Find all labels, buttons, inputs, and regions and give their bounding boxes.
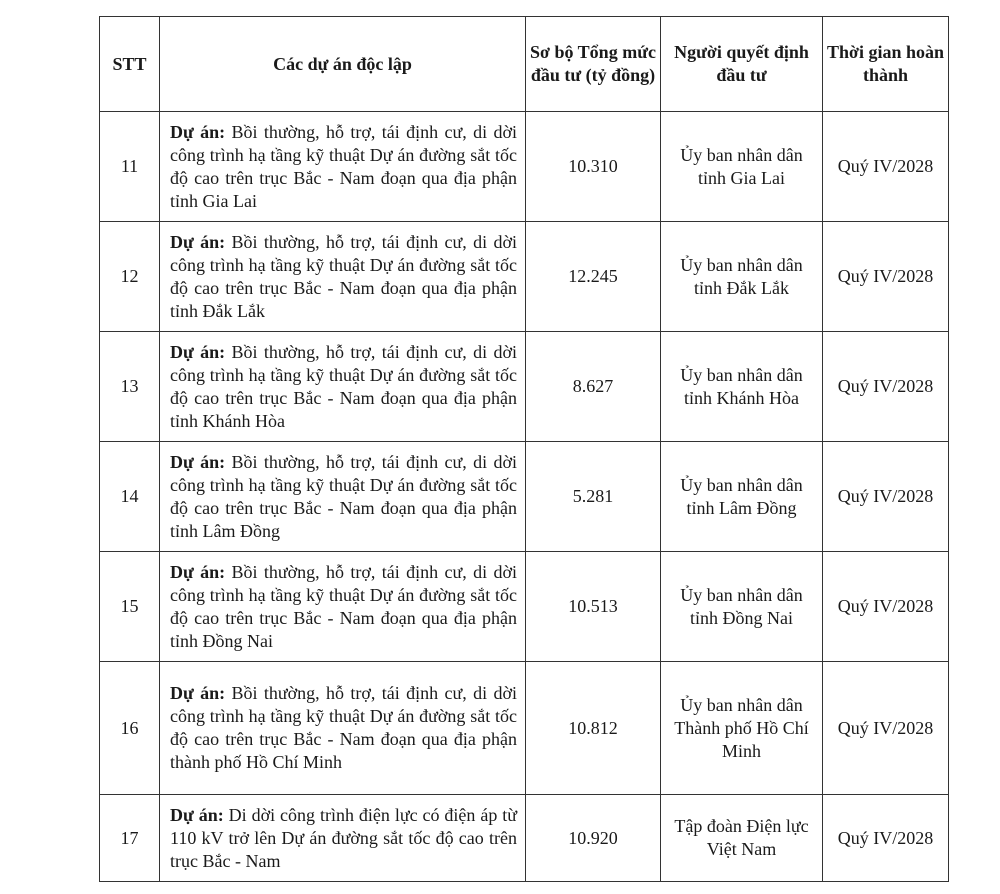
project-text: Bồi thường, hỗ trợ, tái định cư, di dời công trình hạ tầng kỹ thuật Dự án đường sắt tốc độ cao trên trục Bắc - Nam đoạn qua địa phận tỉnh Gia Lai	[170, 121, 517, 211]
table-row	[100, 662, 949, 795]
row-amount: 10.812	[526, 662, 661, 795]
row-completion: Quý IV/2028	[823, 442, 949, 552]
table-row	[100, 795, 949, 882]
header-project: Các dự án độc lập	[160, 17, 526, 112]
header-row	[100, 17, 949, 112]
row-stt: 17	[100, 795, 160, 882]
row-amount: 10.513	[526, 552, 661, 662]
row-project	[160, 552, 526, 662]
row-stt: 13	[100, 332, 160, 442]
table-row	[100, 222, 949, 332]
row-amount: 10.920	[526, 795, 661, 882]
row-decider: Ủy ban nhân dân tỉnh Khánh Hòa	[661, 332, 823, 442]
project-text: Di dời công trình điện lực có điện áp từ 110 kV trở lên Dự án đường sắt tốc độ cao trên trục Bắc - Nam	[170, 804, 518, 871]
row-completion: Quý IV/2028	[823, 222, 949, 332]
investment-table	[99, 16, 949, 882]
project-text: Bồi thường, hỗ trợ, tái định cư, di dời công trình hạ tầng kỹ thuật Dự án đường sắt tốc độ cao trên trục Bắc - Nam đoạn qua địa phận tỉnh Đắk Lắk	[170, 231, 517, 321]
project-text: Bồi thường, hỗ trợ, tái định cư, di dời công trình hạ tầng kỹ thuật Dự án đường sắt tốc độ cao trên trục Bắc - Nam đoạn qua địa phận tỉnh Lâm Đồng	[170, 451, 517, 541]
table-row	[100, 552, 949, 662]
row-decider: Ủy ban nhân dân Thành phố Hồ Chí Minh	[661, 662, 823, 795]
row-project	[160, 442, 526, 552]
project-label: Dự án:	[170, 121, 226, 142]
table-row	[100, 442, 949, 552]
row-project	[160, 795, 526, 882]
row-completion: Quý IV/2028	[823, 332, 949, 442]
row-stt: 15	[100, 552, 160, 662]
row-decider: Ủy ban nhân dân tỉnh Đắk Lắk	[661, 222, 823, 332]
row-completion: Quý IV/2028	[823, 795, 949, 882]
row-stt: 11	[100, 112, 160, 222]
row-project	[160, 222, 526, 332]
header-stt: STT	[100, 17, 160, 112]
project-text: Bồi thường, hỗ trợ, tái định cư, di dời công trình hạ tầng kỹ thuật Dự án đường sắt tốc độ cao trên trục Bắc - Nam đoạn qua địa phận tỉnh Khánh Hòa	[170, 341, 517, 431]
project-text: Bồi thường, hỗ trợ, tái định cư, di dời công trình hạ tầng kỹ thuật Dự án đường sắt tốc độ cao trên trục Bắc - Nam đoạn qua địa phận tỉnh Đồng Nai	[170, 561, 517, 651]
project-label: Dự án:	[170, 341, 226, 362]
row-project	[160, 662, 526, 795]
project-text: Bồi thường, hỗ trợ, tái định cư, di dời công trình hạ tầng kỹ thuật Dự án đường sắt tốc độ cao trên trục Bắc - Nam đoạn qua địa phận thành phố Hồ Chí Minh	[170, 683, 517, 772]
row-project	[160, 112, 526, 222]
row-completion: Quý IV/2028	[823, 552, 949, 662]
header-completion: Thời gian hoàn thành	[823, 17, 949, 112]
row-amount: 5.281	[526, 442, 661, 552]
row-amount: 10.310	[526, 112, 661, 222]
table-row	[100, 332, 949, 442]
row-stt: 16	[100, 662, 160, 795]
row-decider: Ủy ban nhân dân tỉnh Lâm Đồng	[661, 442, 823, 552]
row-completion: Quý IV/2028	[823, 112, 949, 222]
project-label: Dự án:	[170, 231, 226, 252]
project-label: Dự án:	[170, 804, 224, 825]
header-decider: Người quyết định đầu tư	[661, 17, 823, 112]
row-amount: 12.245	[526, 222, 661, 332]
row-amount: 8.627	[526, 332, 661, 442]
row-completion: Quý IV/2028	[823, 662, 949, 795]
row-project	[160, 332, 526, 442]
row-decider: Tập đoàn Điện lực Việt Nam	[661, 795, 823, 882]
row-stt: 14	[100, 442, 160, 552]
table-row	[100, 112, 949, 222]
project-label: Dự án:	[170, 683, 226, 703]
row-decider: Ủy ban nhân dân tỉnh Đồng Nai	[661, 552, 823, 662]
row-decider: Ủy ban nhân dân tỉnh Gia Lai	[661, 112, 823, 222]
project-label: Dự án:	[170, 451, 226, 472]
project-label: Dự án:	[170, 561, 226, 582]
row-stt: 12	[100, 222, 160, 332]
header-investment: Sơ bộ Tổng mức đầu tư (tỷ đồng)	[526, 17, 661, 112]
